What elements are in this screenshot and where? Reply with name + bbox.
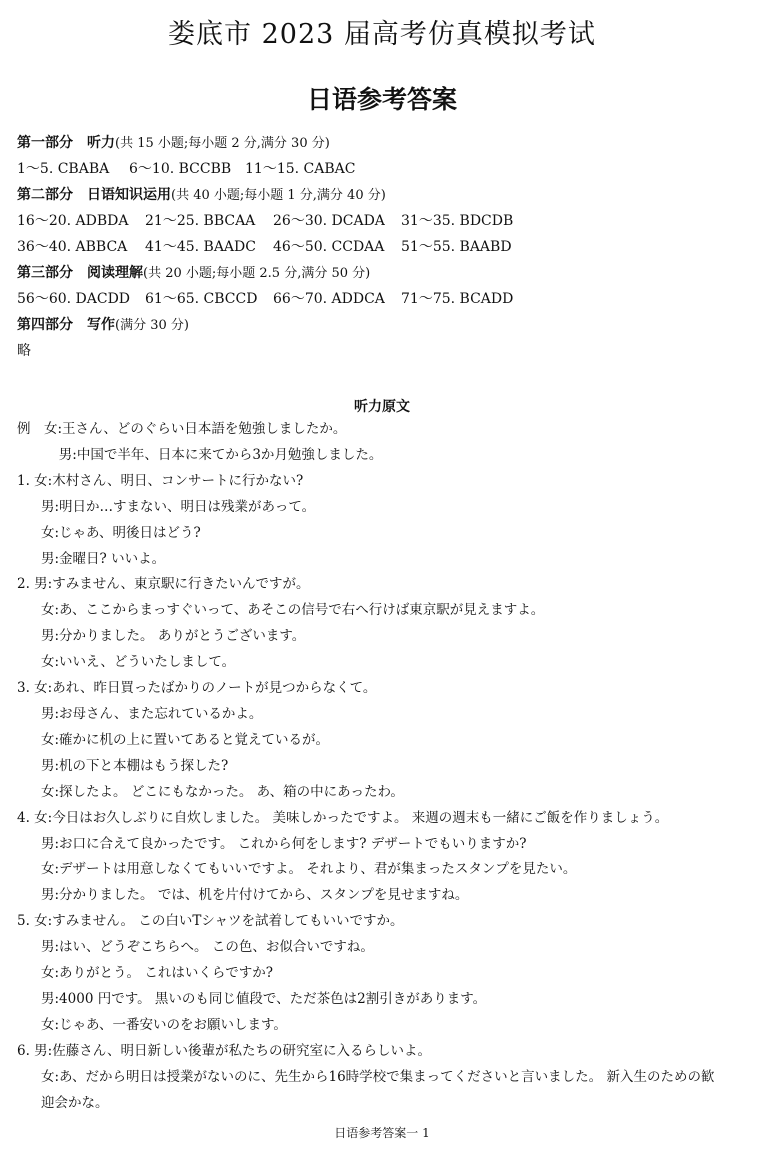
- listening-script-title: 听力原文: [354, 399, 410, 415]
- dialog-line: 1. 女:木村さん、明日、コンサートに行かない?: [17, 472, 304, 489]
- answer-cell: 6～10. BCCBB: [129, 161, 232, 177]
- answer-row: [17, 156, 747, 182]
- answer-cell: 21～25. BBCAA: [145, 213, 256, 229]
- exam-title: 娄底市 2023 届高考仿真模拟考试: [168, 19, 596, 50]
- dialog-line: 女:じゃあ、明後日はどう?: [41, 524, 201, 541]
- answer-key-title: 日语参考答案: [306, 85, 457, 114]
- answer-cell: 16～20. ADBDA: [17, 213, 129, 229]
- answer-cell: 31～35. BDCDB: [401, 213, 514, 229]
- dialog-line: 男:明日か…すまない、明日は残業があって。: [41, 498, 316, 515]
- section-title: 第三部分 阅读理解: [17, 265, 143, 281]
- answer-cell: 46～50. CCDAA: [273, 239, 385, 255]
- dialog-line: 女:あ、ここからまっすぐいって、あそこの信号で右へ行けば東京駅が見えますよ。: [41, 602, 545, 619]
- dialog-line: 女:あ、だから明日は授業がないのに、先生から16時学校で集まってくださいと言いました。 新入生のための歓: [41, 1068, 715, 1085]
- dialog-line: 女:ありがとう。 これはいくらですか?: [41, 965, 273, 982]
- section-note: (共 15 小题;每小题 2 分,满分 30 分): [115, 136, 330, 151]
- dialog-line: 男:4000 円です。 黒いのも同じ値段で、ただ茶色は2割引きがあります。: [41, 990, 487, 1007]
- answer-row: [17, 208, 747, 234]
- page-footer: 日语参考答案一 1: [334, 1126, 430, 1140]
- dialog-line: 男:金曜日? いいよ。: [41, 550, 166, 567]
- dialog-line: 3. 女:あれ、昨日買ったばかりのノートが見つからなくて。: [17, 680, 377, 697]
- section-note: (共 40 小题;每小题 1 分,满分 40 分): [171, 188, 386, 203]
- answer-cell: 36～40. ABBCA: [17, 239, 128, 255]
- answer-cell: 41～45. BAADC: [145, 239, 256, 255]
- dialog-line: 例 女:王さん、どのぐらい日本語を勉強しましたか。: [17, 421, 347, 437]
- section-title: 第一部分 听力: [17, 135, 115, 151]
- answer-cell: 11～15. CABAC: [245, 161, 356, 177]
- section-title: 第二部分 日语知识运用: [17, 187, 171, 203]
- section-title: 第四部分 写作: [17, 317, 115, 333]
- answer-sections: [17, 130, 747, 364]
- answer-cell: 66～70. ADDCA: [273, 291, 385, 307]
- dialog-line: 男:お母さん、また忘れているかよ。: [41, 705, 263, 722]
- section-note: (共 20 小题;每小题 2.5 分,满分 50 分): [143, 266, 371, 281]
- dialog-line: 男:分かりました。 ありがとうございます。: [41, 628, 306, 645]
- dialog-line: 6. 男:佐藤さん、明日新しい後輩が私たちの研究室に入るらしいよ。: [17, 1042, 432, 1059]
- dialog-line: 4. 女:今日はお久しぶりに自炊しました。 美味しかったですよ。 来週の週末も一緒にご飯を作りましょう。: [17, 809, 669, 826]
- dialog-line: 男:机の下と本棚はもう探した?: [41, 757, 229, 774]
- dialog-line: 男:はい、どうぞこちらへ。 この色、お似合いですね。: [41, 939, 374, 956]
- dialog-line: 5. 女:すみません。 この白いTシャツを試着してもいいですか。: [17, 913, 404, 930]
- dialog-line: 女:デザートは用意しなくてもいいですよ。 それより、君が集まったスタンプを見たい。: [41, 861, 577, 878]
- dialog-line: 迎会かな。: [41, 1094, 109, 1111]
- answer-row: [17, 286, 747, 312]
- dialog-line: 女:じゃあ、一番安いのをお願いします。: [41, 1016, 287, 1033]
- section-header: [17, 182, 747, 208]
- section-header: [17, 312, 747, 338]
- answer-cell: 71～75. BCADD: [401, 291, 514, 307]
- dialog-line: 男:お口に合えて良かったです。 これから何をします? デザートでもいりますか?: [41, 835, 527, 852]
- listening-script: [17, 417, 757, 1116]
- section-header: [17, 260, 747, 286]
- answer-cell: 26～30. DCADA: [273, 213, 385, 229]
- dialog-line: 男:中国で半年、日本に来てから3か月勉強しました。: [41, 446, 383, 463]
- answer-cell: 51～55. BAABD: [401, 239, 512, 255]
- answer-row: [17, 234, 747, 260]
- dialog-line: 女:確かに机の上に置いてあると覚えているが。: [41, 731, 330, 748]
- dialog-line: 女:探したよ。 どこにもなかった。 あ、箱の中にあったわ。: [41, 783, 404, 800]
- dialog-line: 2. 男:すみません、東京駅に行きたいんですが。: [17, 576, 310, 593]
- answer-cell: 56～60. DACDD: [17, 291, 131, 307]
- answer-row: [17, 338, 747, 364]
- dialog-line: 男:分かりました。 では、机を片付けてから、スタンプを見せますね。: [41, 887, 469, 904]
- dialog-line: 女:いいえ、どういたしまして。: [41, 654, 236, 671]
- answer-cell: 61～65. CBCCD: [145, 291, 258, 307]
- answer-cell: 1～5. CBABA: [17, 161, 110, 177]
- section-header: [17, 130, 747, 156]
- section-note: (满分 30 分): [115, 318, 189, 333]
- answer-cell: 略: [17, 343, 31, 359]
